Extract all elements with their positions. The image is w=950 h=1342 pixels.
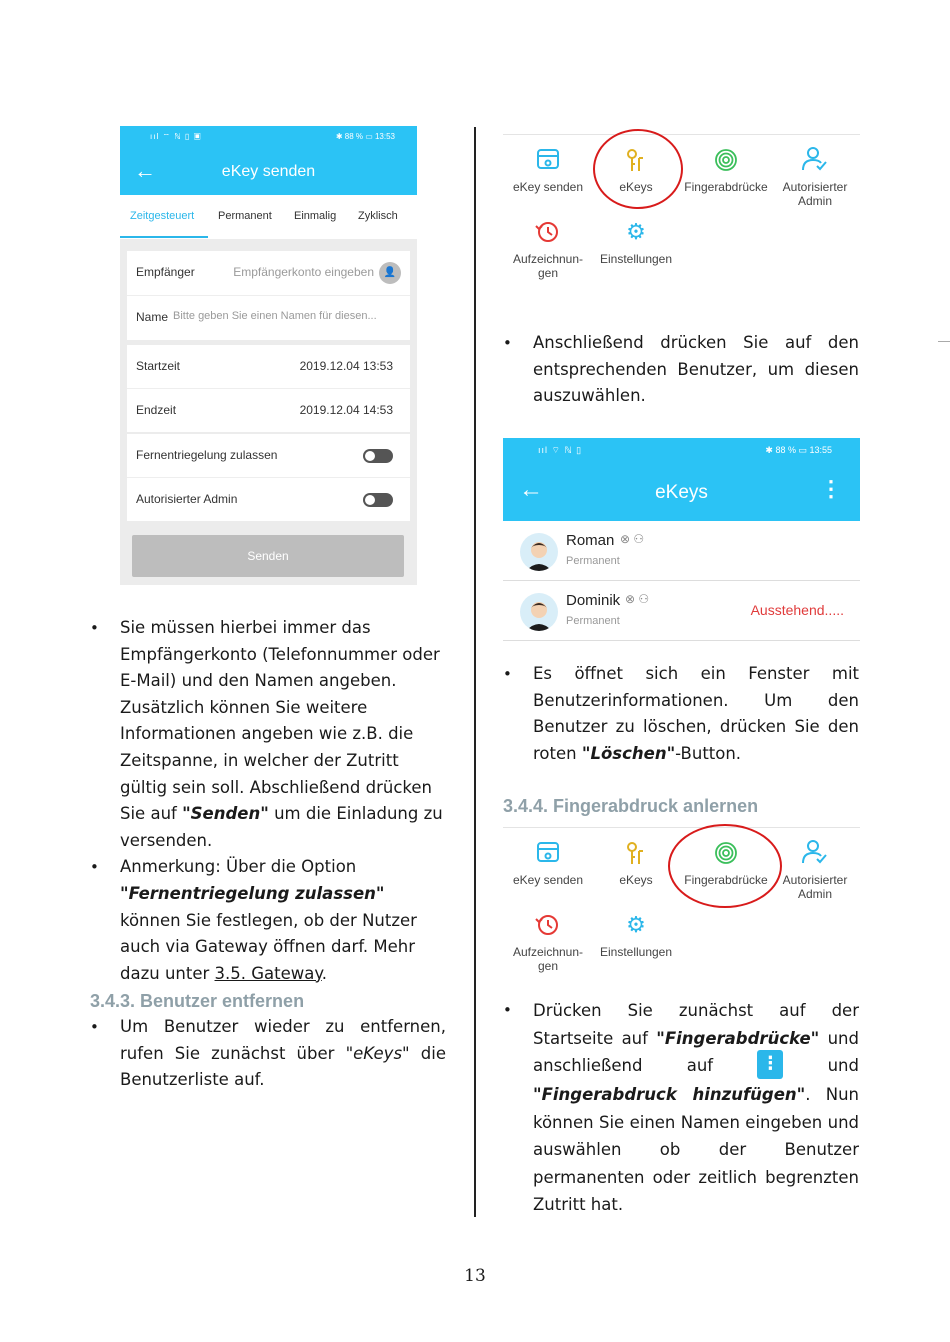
emphasis-fernentriegelung: "Fernentriegelung zulassen" bbox=[120, 883, 385, 903]
screenshot-ekeys-list bbox=[503, 438, 860, 643]
tab-permanent[interactable]: Permanent bbox=[218, 210, 272, 222]
user-type: Permanent bbox=[566, 615, 620, 627]
grid-item-admin[interactable] bbox=[770, 142, 860, 208]
bullet-text: Es öffnet sich ein Fenster mit Benutzerinformationen. Um den Benutzer zu löschen, drücken Sie den roten bbox=[533, 664, 859, 763]
ekey-send-icon bbox=[503, 835, 593, 871]
bullet-item bbox=[90, 615, 446, 854]
grid-item-settings[interactable] bbox=[591, 907, 681, 959]
status-left: ııl ⌔ ℕ ▯ ▣ bbox=[150, 132, 202, 141]
status-right: ✱ 88 % ▭ 13:55 bbox=[765, 445, 832, 455]
grid-item-ekey-send[interactable] bbox=[503, 835, 593, 887]
grid-label: Fingerabdrücke bbox=[684, 873, 768, 887]
history-icon bbox=[503, 214, 593, 250]
grid-label: eKey senden bbox=[512, 180, 584, 194]
screen-title: eKey senden bbox=[221, 163, 316, 180]
avatar bbox=[520, 533, 558, 571]
column-divider bbox=[474, 127, 476, 1217]
app-header bbox=[503, 462, 860, 521]
avatar bbox=[520, 593, 558, 631]
start-time-value[interactable]: 2019.12.04 13:53 bbox=[299, 359, 393, 373]
admin-user-icon bbox=[770, 835, 860, 871]
grid-item-ekey-send[interactable] bbox=[503, 142, 593, 194]
tab-zeitgesteuert[interactable]: Zeitgesteuert bbox=[130, 210, 195, 222]
start-time-label: Startzeit bbox=[136, 359, 181, 373]
highlight-circle bbox=[593, 129, 683, 209]
bullet-item: • Anschließend drücken Sie auf den entsprechenden Benutzer, um diesen auszuwählen. bbox=[503, 330, 859, 410]
contact-icon[interactable]: 👤 bbox=[379, 262, 401, 284]
grid-item-fingerprints[interactable] bbox=[681, 142, 771, 194]
admin-row bbox=[127, 478, 410, 521]
start-time-row[interactable] bbox=[127, 345, 410, 389]
status-bar bbox=[120, 126, 417, 148]
emphasis-fingerabdruecke: "Fingerabdrücke" bbox=[656, 1028, 820, 1048]
active-tab-underline bbox=[120, 236, 208, 238]
grid-label: eKeys bbox=[619, 873, 653, 887]
time-card bbox=[127, 345, 410, 432]
remove-user-bullets bbox=[90, 1014, 446, 1094]
recipient-card bbox=[127, 251, 410, 340]
options-card bbox=[127, 434, 410, 521]
grid-label: Autorisierter Admin bbox=[782, 180, 848, 208]
grid-label: Aufzeichnun-gen bbox=[512, 252, 584, 280]
remote-unlock-toggle[interactable] bbox=[363, 449, 393, 463]
bullet-text: . Nun können Sie einen Namen eingeben und auswählen ob der Benutzer permanenten oder zeitlich begrenzten Zutritt hat. bbox=[533, 1085, 859, 1214]
grid-label: eKey senden bbox=[512, 873, 584, 887]
emphasis-loeschen: "Löschen" bbox=[581, 743, 676, 763]
grid-item-settings[interactable] bbox=[591, 214, 681, 266]
grid-label: Aufzeichnun-gen bbox=[512, 945, 584, 973]
edge-mark bbox=[938, 341, 950, 342]
grid-label: Autorisierter Admin bbox=[782, 873, 848, 901]
bullet-text: Um Benutzer wieder zu entfernen, rufen Sie zunächst über bbox=[120, 1017, 446, 1063]
user-row-roman[interactable] bbox=[503, 522, 860, 581]
tab-bar bbox=[120, 195, 417, 239]
bullet-text: Sie müssen hierbei immer das Empfängerkonto (Telefonnummer oder E-Mail) und den Namen angeben. Zusätzlich können Sie weitere Informationen angeben wie z.B. die Zeitspanne, in welcher der Zutritt gültig sein soll. Abschließend drücken Sie auf bbox=[120, 618, 440, 824]
bullet-text: Drücken Sie zunächst auf der Startseite auf bbox=[533, 1001, 859, 1048]
grid-topline bbox=[503, 827, 860, 828]
grid-label: eKeys bbox=[619, 180, 653, 194]
bullet-item bbox=[90, 1014, 446, 1094]
tab-zyklisch[interactable]: Zyklisch bbox=[358, 210, 398, 222]
heading-343: 3.4.3. Benutzer entfernen bbox=[90, 991, 305, 1011]
user-name: Roman bbox=[566, 532, 615, 549]
user-type: Permanent bbox=[566, 555, 620, 567]
send-button[interactable]: Senden bbox=[132, 535, 404, 577]
user-row-dominik[interactable] bbox=[503, 582, 860, 641]
end-time-value[interactable]: 2019.12.04 14:53 bbox=[299, 403, 393, 417]
admin-toggle[interactable] bbox=[363, 493, 393, 507]
user-name: Dominik bbox=[566, 592, 621, 609]
heading-344: 3.4.4. Fingerabdruck anlernen bbox=[503, 796, 759, 816]
recipient-input[interactable]: Empfängerkonto eingeben bbox=[233, 265, 374, 279]
gear-icon: ⚙ bbox=[626, 912, 646, 937]
back-arrow-icon[interactable]: ← bbox=[134, 158, 156, 183]
bullet-item bbox=[90, 854, 446, 987]
bullet-text: können Sie festlegen, ob der Nutzer auch via Gateway öffnen darf. Mehr dazu unter bbox=[120, 910, 417, 983]
fingerprint-icon bbox=[681, 142, 771, 178]
grid-label: Einstellungen bbox=[599, 945, 673, 959]
wifi-user-icon: ⊗ ⚇ bbox=[620, 532, 645, 546]
bullet-text: die Benutzerliste auf. bbox=[120, 1043, 446, 1090]
admin-label: Autorisierter Admin bbox=[136, 492, 238, 506]
bullet-text: und anschließend auf bbox=[533, 1028, 859, 1075]
ekey-send-icon bbox=[503, 142, 593, 178]
grid-item-history[interactable] bbox=[503, 907, 593, 973]
recipient-label: Empfänger bbox=[136, 265, 195, 279]
name-label: Name bbox=[136, 310, 169, 324]
window-bullets bbox=[503, 661, 859, 767]
status-left: ııl ⌔ ℕ ▯ bbox=[538, 445, 583, 455]
grid-label: Fingerabdrücke bbox=[684, 180, 768, 194]
tab-einmalig[interactable]: Einmalig bbox=[294, 210, 337, 222]
grid-topline bbox=[503, 134, 860, 135]
wifi-user-icon: ⊗ ⚇ bbox=[625, 592, 650, 606]
grid-item-admin[interactable] bbox=[770, 835, 860, 901]
highlight-circle bbox=[668, 824, 782, 908]
left-bullet-list bbox=[90, 615, 446, 987]
end-time-row[interactable] bbox=[127, 389, 410, 432]
emphasis-senden: "Senden" bbox=[182, 804, 269, 824]
bullet-item bbox=[503, 997, 859, 1219]
bullet-text: Anmerkung: Über die Option bbox=[120, 857, 357, 877]
app-header bbox=[120, 148, 417, 195]
select-user-bullets bbox=[503, 330, 859, 410]
emphasis-fingerabdruck-hinzufuegen: "Fingerabdruck hinzufügen" bbox=[533, 1085, 806, 1104]
screen-title: eKeys bbox=[655, 482, 708, 503]
end-time-label: Endzeit bbox=[136, 403, 177, 417]
screenshot-send-ekey bbox=[120, 126, 417, 585]
fingerprint-bullets bbox=[503, 997, 859, 1219]
grid-label: Einstellungen bbox=[599, 252, 673, 266]
name-input[interactable]: Bitte geben Sie einen Namen für diesen... bbox=[173, 310, 377, 322]
status-right: ✱ 88 % ▭ 13:53 bbox=[335, 132, 395, 141]
bullet-text: . bbox=[321, 963, 328, 983]
status-bar bbox=[503, 438, 860, 462]
remote-unlock-row bbox=[127, 434, 410, 478]
gear-icon: ⚙ bbox=[626, 219, 646, 244]
bullet-text: -Button. bbox=[675, 743, 742, 763]
admin-user-icon bbox=[770, 142, 860, 178]
bullet-text: und bbox=[783, 1056, 859, 1075]
emphasis-ekeys: "eKeys" bbox=[345, 1043, 410, 1063]
back-arrow-icon[interactable]: ← bbox=[519, 476, 543, 503]
bullet-text: um die Einladung zu versenden. bbox=[120, 804, 443, 850]
gateway-link[interactable]: 3.5. Gateway bbox=[214, 963, 322, 983]
bullet-item bbox=[503, 661, 859, 767]
grid-item-history[interactable] bbox=[503, 214, 593, 280]
remote-unlock-label: Fernentriegelung zulassen bbox=[136, 448, 278, 462]
more-vert-icon[interactable]: ⋮ bbox=[820, 476, 842, 501]
history-icon bbox=[503, 907, 593, 943]
status-badge: Ausstehend..... bbox=[750, 602, 844, 618]
more-vert-icon: ⋮ bbox=[757, 1050, 783, 1079]
recipient-row[interactable] bbox=[127, 251, 410, 296]
name-row[interactable] bbox=[127, 296, 410, 340]
page-number: 13 bbox=[464, 1266, 486, 1286]
